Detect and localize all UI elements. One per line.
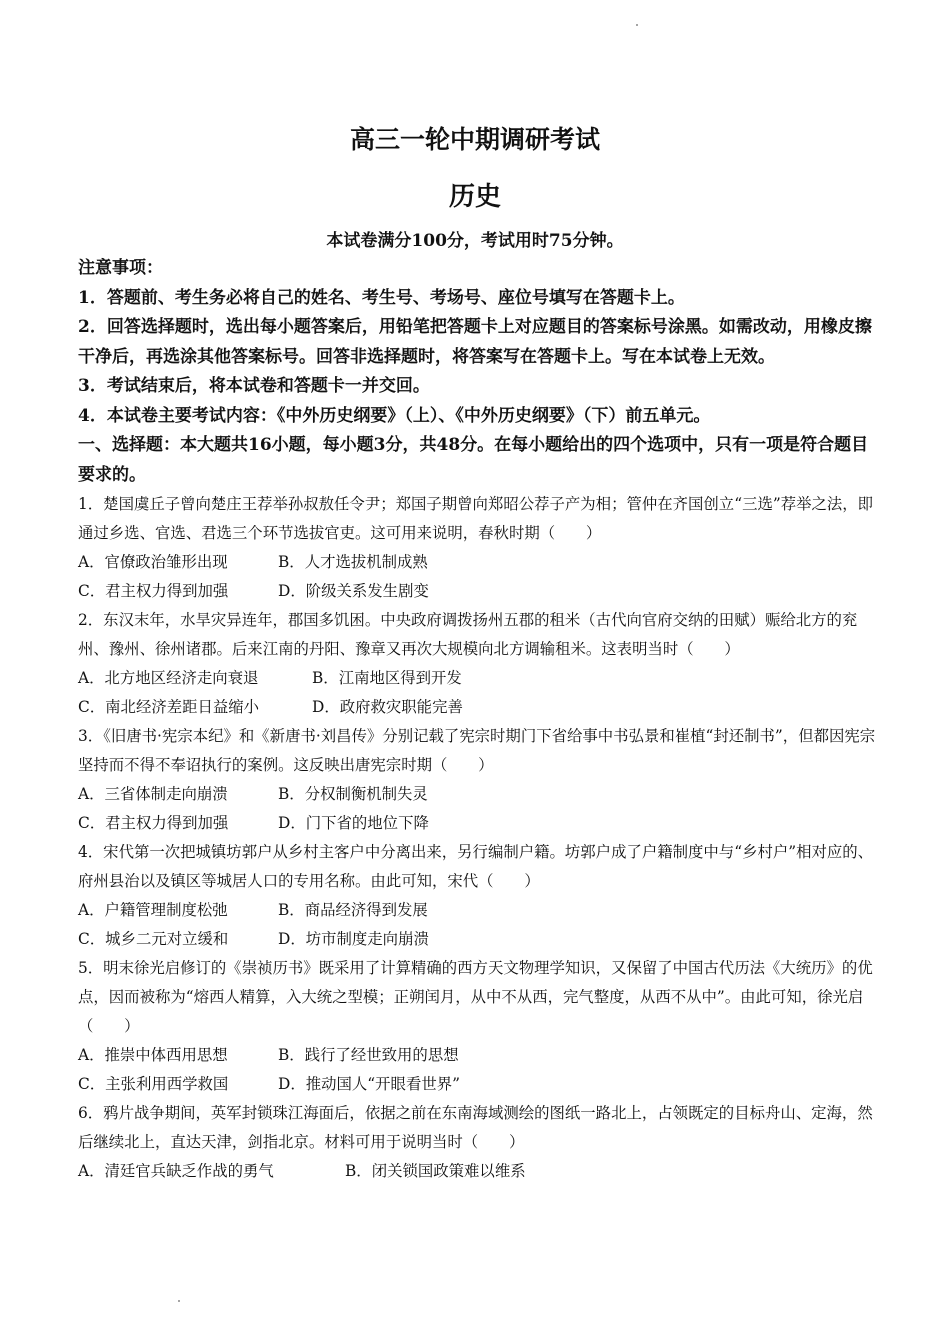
options-row: [78, 896, 878, 925]
options-row: [78, 1070, 878, 1099]
option-d: D．坊市制度走向崩溃: [278, 930, 429, 948]
option-b: B．闭关锁国政策难以维系: [345, 1162, 526, 1180]
option-a: A．户籍管理制度松弛: [78, 901, 228, 919]
question-4: [78, 838, 878, 954]
notice-heading: 注意事项：: [78, 258, 163, 278]
option-c: C．君主权力得到加强: [78, 814, 229, 832]
option-c: C．君主权力得到加强: [78, 582, 229, 600]
options-row: [78, 925, 878, 954]
question-stem: 1．楚国虞丘子曾向楚庄王荐举孙叔敖任令尹；郑国子期曾向郑昭公荐子产为相；管仲在齐国创立“三选”荐举之法，即通过乡选、官选、君选三个环节选拔官吏。这可用来说明，春秋时期（ ）: [78, 495, 874, 542]
subject-title: 历史: [448, 182, 501, 212]
option-c: C．城乡二元对立缓和: [78, 930, 229, 948]
exam-info: 本试卷满分100分，考试用时75分钟。: [326, 231, 624, 251]
option-a: A．三省体制走向崩溃: [78, 785, 228, 803]
exam-body: [78, 254, 878, 1186]
option-d: D．门下省的地位下降: [278, 814, 429, 832]
option-a: A．官僚政治雏形出现: [78, 553, 228, 571]
options-row: [78, 780, 878, 809]
question-stem: 5．明末徐光启修订的《崇祯历书》既采用了计算精确的西方天文物理学知识，又保留了中国古代历法《大统历》的优点，因而被称为“熔西人精算，入大统之型模；正朔闰月，从中不从西，完气整度，从西不从中”。由此可知，徐光启（ ）: [78, 959, 873, 1035]
option-b: B．江南地区得到开发: [312, 669, 462, 687]
notice-item: 3．考试结束后，将本试卷和答题卡一并交回。: [78, 376, 430, 396]
question-stem: 2．东汉末年，水旱灾异连年，郡国多饥困。中央政府调拨扬州五郡的租米（古代向官府交纳的田赋）赈给北方的兖州、豫州、徐州诸郡。后来江南的丹阳、豫章又再次大规模向北方调输租米。这表明当时（ ）: [78, 611, 858, 658]
question-3: [78, 722, 878, 838]
options-row: [78, 693, 878, 722]
options-row: [78, 664, 878, 693]
question-stem: 3．《旧唐书·宪宗本纪》和《新唐书·刘昌传》分别记载了宪宗时期门下省给事中书弘景和崔植“封还制书”，但都因宪宗坚持而不得不奉诏执行的案例。这反映出唐宪宗时期（ ）: [78, 727, 876, 774]
options-row: [78, 577, 878, 606]
notice-section: [78, 254, 878, 490]
exam-title: 高三一轮中期调研考试: [349, 125, 600, 154]
option-d: D．推动国人“开眼看世界”: [278, 1075, 460, 1093]
notice-item: 4．本试卷主要考试内容：《中外历史纲要》（上）、《中外历史纲要》（下）前五单元。: [78, 405, 711, 426]
option-d: D．阶级关系发生剧变: [278, 582, 429, 600]
options-row: [78, 1157, 878, 1186]
option-b: B．商品经济得到发展: [278, 901, 428, 919]
question-1: [78, 490, 878, 606]
question-6: [78, 1099, 878, 1186]
notice-item: 1．答题前、考生务必将自己的姓名、考生号、考场号、座位号填写在答题卡上。: [78, 287, 685, 308]
scan-dot: [636, 24, 638, 26]
option-a: A．推崇中体西用思想: [78, 1046, 228, 1064]
option-a: A．北方地区经济走向衰退: [78, 669, 259, 687]
option-b: B．人才选拔机制成熟: [278, 553, 428, 571]
section-heading: 一、选择题：本大题共16小题，每小题3分，共48分。在每小题给出的四个选项中，只有一项是符合题目要求的。: [78, 435, 869, 485]
question-5: [78, 954, 878, 1099]
options-row: [78, 809, 878, 838]
option-a: A．清廷官兵缺乏作战的勇气: [78, 1162, 274, 1180]
question-stem: 6．鸦片战争期间，英军封锁珠江海面后，依据之前在东南海域测绘的图纸一路北上，占领既定的目标舟山、定海，然后继续北上，直达天津，剑指北京。材料可用于说明当时（ ）: [78, 1104, 873, 1151]
options-row: [78, 548, 878, 577]
option-b: B．践行了经世致用的思想: [278, 1046, 459, 1064]
option-d: D．政府救灾职能完善: [312, 698, 463, 716]
question-stem: 4．宋代第一次把城镇坊郭户从乡村主客户中分离出来，另行编制户籍。坊郭户成了户籍制度中与“乡村户”相对应的、府州县治以及镇区等城居人口的专用名称。由此可知，宋代（ ）: [78, 843, 874, 890]
options-row: [78, 1041, 878, 1070]
question-2: [78, 606, 878, 722]
option-c: C．主张利用西学救国: [78, 1075, 229, 1093]
option-b: B．分权制衡机制失灵: [278, 785, 428, 803]
option-c: C．南北经济差距日益缩小: [78, 698, 260, 716]
notice-item: 2．回答选择题时，选出每小题答案后，用铅笔把答题卡上对应题目的答案标号涂黑。如需改动，用橡皮擦干净后，再选涂其他答案标号。回答非选择题时，将答案写在答题卡上。写在本试卷上无效。: [78, 317, 872, 367]
scan-dot: [178, 1300, 180, 1302]
